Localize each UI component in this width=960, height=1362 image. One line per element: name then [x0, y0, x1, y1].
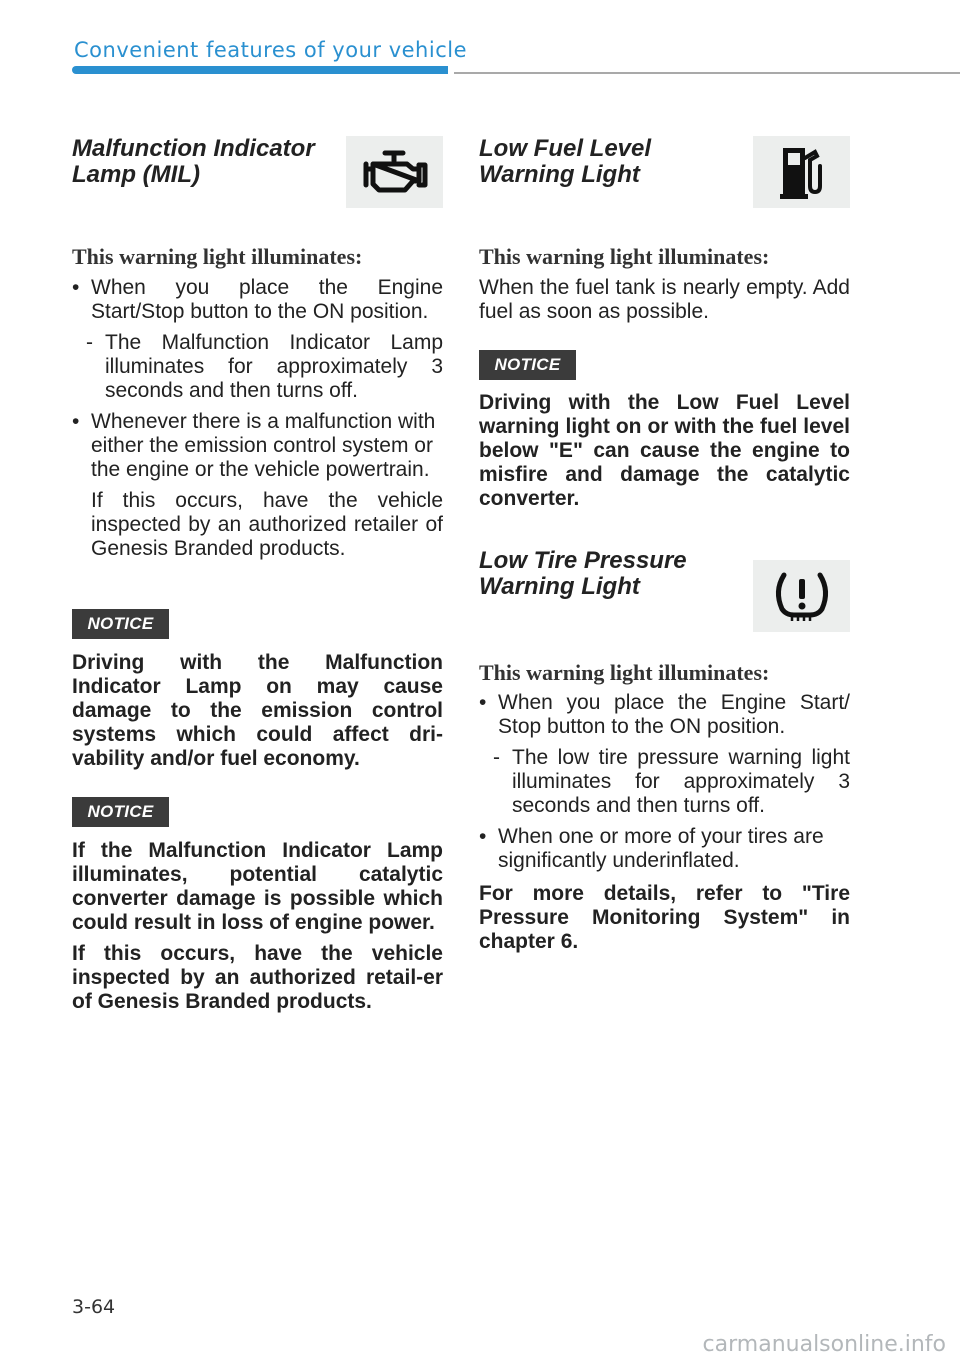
- watermark: carmanualsonline.info: [702, 1332, 946, 1357]
- fuel-title: Low Fuel Level Warning Light: [479, 135, 652, 188]
- tire-bullet-1: • When you place the Engine Start/ Stop button to the ON position.: [479, 691, 850, 739]
- fuel-notice-badge: NOTICE: [479, 350, 576, 380]
- mil-dash-1-text: The Malfunction Indicator Lamp illuminates for approximately 3 seconds and then turns off.: [105, 331, 443, 402]
- mil-bullet-2-cont: If this occurs, have the vehicle inspected by an authorized retailer of Genesis Branded products.: [91, 489, 443, 560]
- fuel-pump-icon: [753, 136, 850, 208]
- fuel-section-header: [479, 136, 850, 208]
- mil-notice-2-text: [72, 839, 443, 1014]
- mil-bullet-1: • When you place the Engine Start/Stop button to the ON position.: [72, 276, 443, 324]
- mil-notice-1-para: Driving with the Malfunction Indicator Lamp on may cause damage to the emission control systems which could affect dri-vability and/or fuel economy.: [72, 651, 443, 770]
- mil-notice-2-para-2: If this occurs, have the vehicle inspected by an authorized retail-er of Genesis Branded products.: [72, 942, 443, 1013]
- mil-notice-2-para-1: If the Malfunction Indicator Lamp illuminates, potential catalytic converter damage is possible which could result in loss of engine power.: [72, 839, 443, 934]
- mil-body: [72, 276, 443, 561]
- header-divider: [454, 72, 960, 74]
- tire-subhead: This warning light illuminates:: [479, 660, 770, 685]
- fuel-body: [479, 276, 850, 324]
- fuel-subhead: This warning light illuminates:: [479, 244, 770, 269]
- tire-title: Low Tire Pressure Warning Light: [479, 547, 687, 600]
- mil-notice-1-badge: NOTICE: [72, 609, 169, 639]
- mil-dash-1: - The Malfunction Indicator Lamp illuminates for approximately 3 seconds and then turns off.: [86, 331, 443, 402]
- tire-dash-1: - The low tire pressure warning light illuminates for approximately 3 seconds and then turns off.: [493, 746, 850, 817]
- tire-dash-1-text: The low tire pressure warning light illuminates for approximately 3 seconds and then turns off.: [512, 746, 850, 817]
- mil-section-header: [72, 136, 443, 208]
- header-title: Convenient features of your vehicle: [74, 38, 467, 62]
- page-number: 3-64: [72, 1296, 116, 1318]
- check-engine-icon: [346, 136, 443, 208]
- mil-subhead: This warning light illuminates:: [72, 244, 363, 269]
- fuel-notice-text: [479, 391, 850, 511]
- tire-bullet-2: • When one or more of your tires are significantly underinflated.: [479, 825, 850, 873]
- tire-section-header: [479, 548, 850, 620]
- fuel-text: When the fuel tank is nearly empty. Add fuel as soon as possible.: [479, 276, 850, 323]
- fuel-notice-para: Driving with the Low Fuel Level warning light on or with the fuel level below "E" can cause the engine to misfire and damage the catalytic converter.: [479, 391, 850, 510]
- tire-more-text: [479, 882, 850, 954]
- mil-bullet-2: • Whenever there is a malfunction with either the emission control system or the engine or the vehicle powertrain.: [72, 410, 443, 482]
- mil-notice-2-badge: NOTICE: [72, 797, 169, 827]
- tire-body: [479, 691, 850, 873]
- mil-title: Malfunction Indicator Lamp (MIL): [72, 135, 315, 188]
- header-bar: [72, 66, 448, 74]
- mil-notice-1-text: [72, 651, 443, 771]
- tire-more-para: For more details, refer to "Tire Pressure Monitoring System" in chapter 6.: [479, 882, 850, 953]
- tire-pressure-icon: [753, 560, 850, 632]
